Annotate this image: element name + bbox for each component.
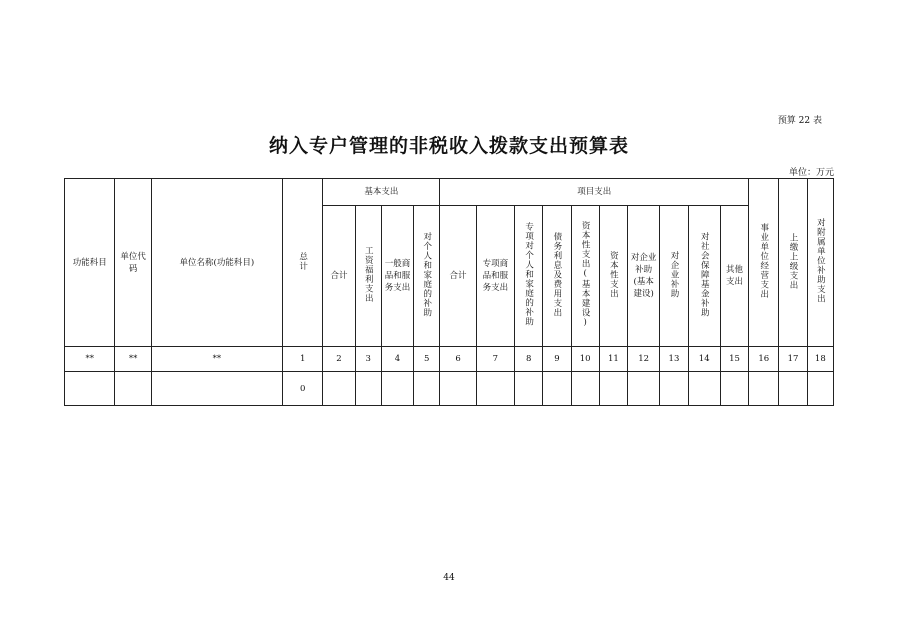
cell xyxy=(440,372,476,406)
cell xyxy=(543,372,571,406)
cell xyxy=(599,372,627,406)
header-business-ops: 事业单位经营支出 xyxy=(749,179,779,347)
header-project-group: 项目支出 xyxy=(440,179,749,206)
header-unit-code: 单位代码 xyxy=(115,179,151,347)
index-cell: 12 xyxy=(628,347,660,372)
header-wages: 工资福利支出 xyxy=(355,206,381,347)
table-code: 预算 22 表 xyxy=(777,116,822,126)
unit-label: 单位：万元 xyxy=(788,168,834,178)
index-cell: 14 xyxy=(688,347,720,372)
index-cell: 1 xyxy=(282,347,322,372)
cell xyxy=(476,372,514,406)
index-cell: 9 xyxy=(543,347,571,372)
index-cell: 6 xyxy=(440,347,476,372)
index-cell: 7 xyxy=(476,347,514,372)
header-capital-construction: 资本性支出(基本建设) xyxy=(571,206,599,347)
total-value: 0 xyxy=(282,372,322,406)
header-goods: 一般商品和服务支出 xyxy=(381,206,413,347)
header-debt-interest: 债务利息及费用支出 xyxy=(543,206,571,347)
index-cell: 13 xyxy=(660,347,688,372)
header-social-fund: 对社会保障基金补助 xyxy=(688,206,720,347)
cell xyxy=(779,372,807,406)
cell xyxy=(688,372,720,406)
header-individual: 对个人和家庭的补助 xyxy=(414,206,440,347)
cell xyxy=(414,372,440,406)
cell xyxy=(571,372,599,406)
header-proj-sum: 合计 xyxy=(440,206,476,347)
header-total: 总计 xyxy=(282,179,322,347)
index-cell: ** xyxy=(115,347,151,372)
cell xyxy=(515,372,543,406)
page-number: 44 xyxy=(443,573,455,583)
page-title: 纳入专户管理的非税收入拨款支出预算表 xyxy=(268,135,629,157)
index-cell: 18 xyxy=(807,347,833,372)
header-enterprise-construction: 对企业补助(基本建设) xyxy=(628,206,660,347)
cell xyxy=(355,372,381,406)
index-cell: 15 xyxy=(720,347,748,372)
index-cell: 3 xyxy=(355,347,381,372)
index-row xyxy=(65,347,834,372)
header-enterprise: 对企业补助 xyxy=(660,206,688,347)
header-higher-level: 上缴上级支出 xyxy=(779,179,807,347)
budget-table xyxy=(64,178,834,406)
cell xyxy=(749,372,779,406)
header-func-subject: 功能科目 xyxy=(65,179,115,347)
index-cell: 2 xyxy=(323,347,355,372)
header-basic-group: 基本支出 xyxy=(323,179,440,206)
header-capital: 资本性支出 xyxy=(599,206,627,347)
index-cell: 16 xyxy=(749,347,779,372)
index-cell: 17 xyxy=(779,347,807,372)
index-cell: 4 xyxy=(381,347,413,372)
cell xyxy=(807,372,833,406)
cell xyxy=(115,372,151,406)
cell xyxy=(323,372,355,406)
cell xyxy=(151,372,282,406)
index-cell: 11 xyxy=(599,347,627,372)
header-unit-name: 单位名称(功能科目) xyxy=(151,179,282,347)
header-special-goods: 专项商品和服务支出 xyxy=(476,206,514,347)
header-other: 其他支出 xyxy=(720,206,748,347)
header-affiliated: 对附属单位补助支出 xyxy=(807,179,833,347)
data-row xyxy=(65,372,834,406)
cell xyxy=(381,372,413,406)
index-cell: 5 xyxy=(414,347,440,372)
cell xyxy=(628,372,660,406)
cell xyxy=(720,372,748,406)
cell xyxy=(660,372,688,406)
index-cell: ** xyxy=(151,347,282,372)
header-special-individual: 专项对个人和家庭的补助 xyxy=(515,206,543,347)
index-cell: 10 xyxy=(571,347,599,372)
index-cell: 8 xyxy=(515,347,543,372)
index-cell: ** xyxy=(65,347,115,372)
cell xyxy=(65,372,115,406)
header-basic-sum: 合计 xyxy=(323,206,355,347)
